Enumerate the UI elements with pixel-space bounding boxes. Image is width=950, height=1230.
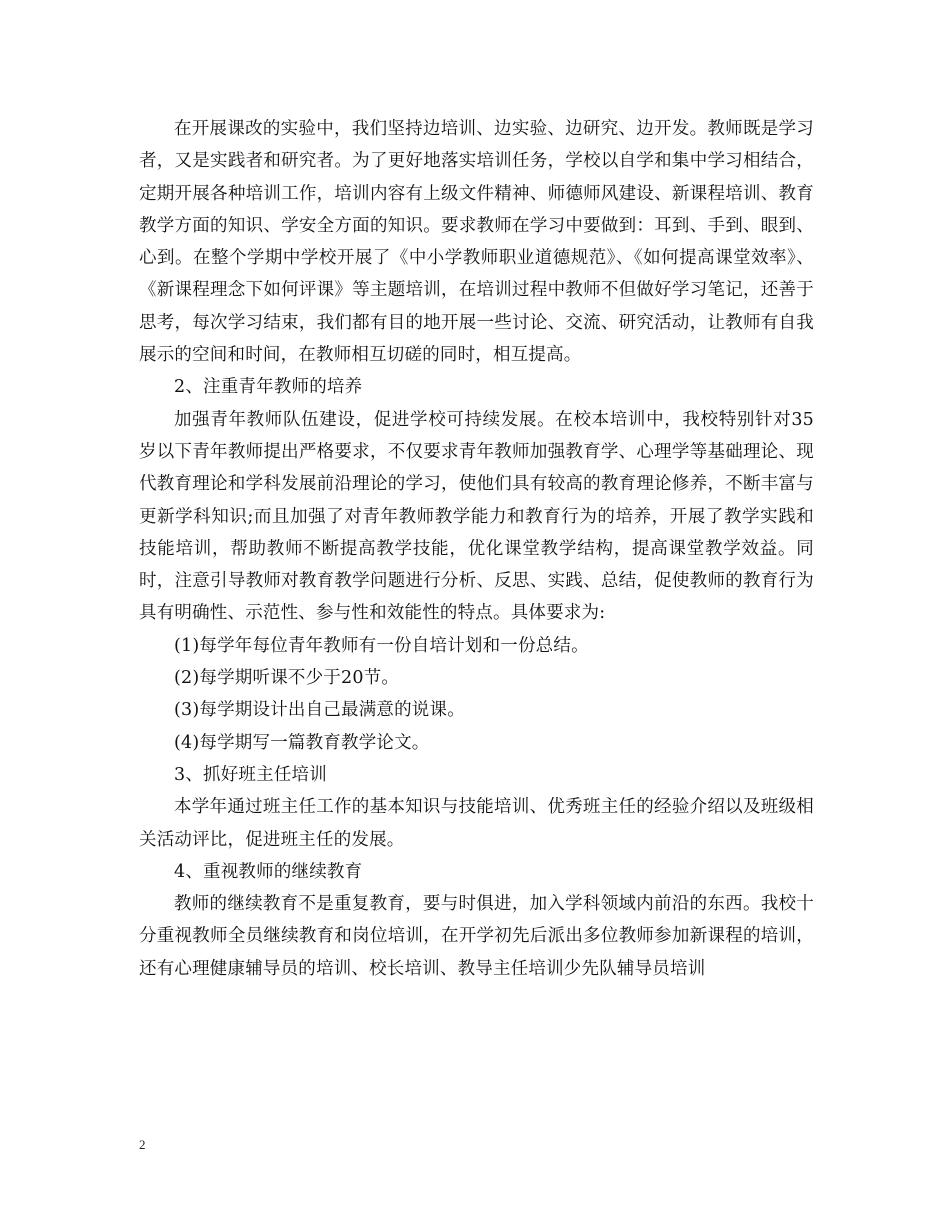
section-heading-continuing-education: 4、重视教师的继续教育 [174,861,363,882]
paragraph-young-teachers: 加强青年教师队伍建设，促进学校可持续发展。在校本培训中，我校特别针对35岁以下青年教师提出严格要求，不仅要求青年教师加强教育学、心理学等基础理论、现代教育理论和学科发展前沿理论的学习，使他们具有较高的教育理论修养，不断丰富与更新学科知识;而且加强了对青年教师教学能力和教育行为的培养，开展了教学实践和技能培训，帮助教师不断提高教学技能，优化课堂教学结构，提高课堂教学效益。同时，注意引导教师对教育教学问题进行分析、反思、实践、总结，促使教师的教育行为具有明确性、示范性、参与性和效能性的特点。具体要求为: [139,409,814,624]
list-item-requirement-3: (3)每学期设计出自己最满意的说课。 [174,700,465,721]
section-heading-young-teachers: 2、注重青年教师的培养 [174,377,363,398]
page-number: 2 [139,1137,146,1152]
list-item-requirement-1: (1)每学年每位青年教师有一份自培计划和一份总结。 [174,635,589,656]
section-heading-class-teacher: 3、抓好班主任培训 [174,764,327,785]
document-body [139,113,814,985]
paragraph-continuing-education: 教师的继续教育不是重复教育，要与时俱进，加入学科领域内前沿的东西。我校十分重视教师全员继续教育和岗位培训，在开学初先后派出多位教师参加新课程的培训，还有心理健康辅导员的培训、校长培训、教导主任培训少先队辅导员培训 [139,894,814,979]
paragraph-class-teacher: 本学年通过班主任工作的基本知识与技能培训、优秀班主任的经验介绍以及班级相关活动评比，促进班主任的发展。 [139,797,814,850]
list-item-requirement-2: (2)每学期听课不少于20节。 [174,668,400,689]
list-item-requirement-4: (4)每学期写一篇教育教学论文。 [174,732,430,753]
paragraph-training-approach: 在开展课改的实验中，我们坚持边培训、边实验、边研究、边开发。教师既是学习者，又是实践者和研究者。为了更好地落实培训任务，学校以自学和集中学习相结合，定期开展各种培训工作，培训内容有上级文件精神、师德师风建设、新课程培训、教育教学方面的知识、学安全方面的知识。要求教师在学习中要做到：耳到、手到、眼到、心到。在整个学期中学校开展了《中小学教师职业道德规范》、《如何提高课堂效率》、《新课程理念下如何评课》等主题培训，在培训过程中教师不但做好学习笔记，还善于思考，每次学习结束，我们都有目的地开展一些讨论、交流、研究活动，让教师有自我展示的空间和时间，在教师相互切磋的同时，相互提高。 [139,119,814,366]
